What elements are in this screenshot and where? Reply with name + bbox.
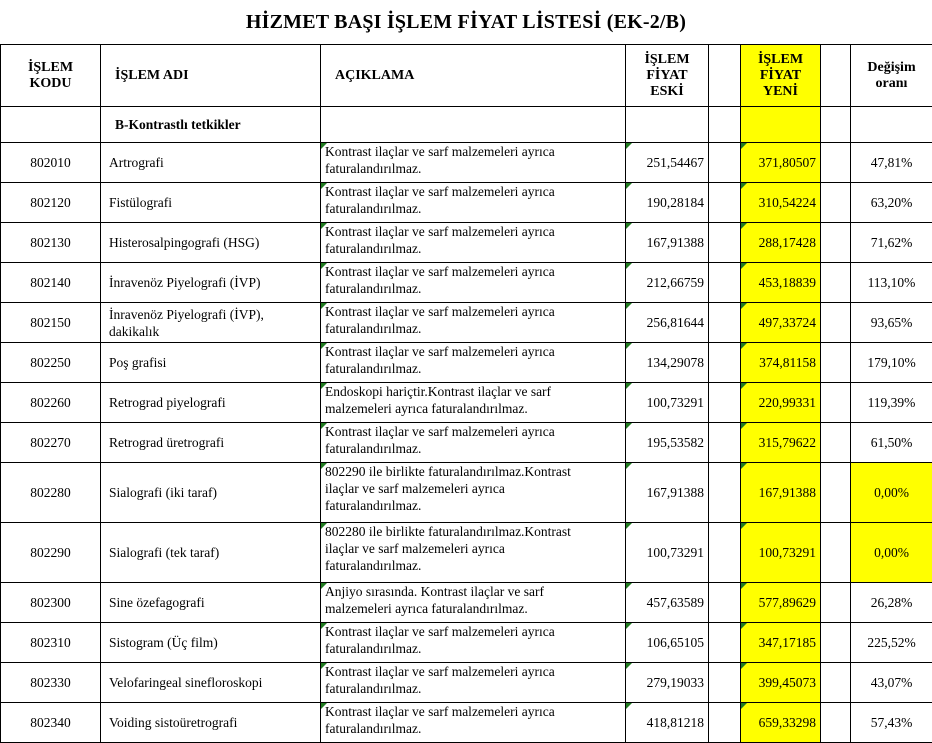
spacer-cell [709, 143, 741, 183]
kod-cell: 802280 [1, 463, 101, 523]
header-eski [626, 45, 709, 107]
yeni-cell: 497,33724 [741, 303, 821, 343]
table-row [1, 303, 932, 343]
spacer-cell [821, 463, 851, 523]
header-degisim-line: Değişim [851, 60, 932, 76]
aciklama-cell [321, 623, 626, 663]
yeni-cell: 100,73291 [741, 523, 821, 583]
header-eski-line: ESKİ [626, 84, 708, 100]
aciklama-cell [321, 143, 626, 183]
aciklama-line: Kontrast ilaçlar ve sarf malzemeleri ayrıca [325, 303, 619, 320]
aciklama-line: ilaçlar ve sarf malzemeleri ayrıca [325, 480, 619, 497]
section-spacer-cell [709, 107, 741, 143]
aciklama-line: 802290 ile birlikte faturalandırılmaz.Kontrast [325, 463, 619, 480]
table-row [1, 183, 932, 223]
eski-cell: 100,73291 [626, 383, 709, 423]
ad-cell [101, 143, 321, 183]
yeni-cell: 167,91388 [741, 463, 821, 523]
ad-line: Sialografi (iki taraf) [109, 484, 320, 501]
oran-cell: 225,52% [851, 623, 932, 663]
aciklama-cell [321, 423, 626, 463]
table-row [1, 343, 932, 383]
spacer-cell [709, 343, 741, 383]
aciklama-cell [321, 223, 626, 263]
aciklama-line: faturalandırılmaz. [325, 497, 619, 514]
table-row [1, 423, 932, 463]
kod-cell: 802140 [1, 263, 101, 303]
ad-cell [101, 463, 321, 523]
section-spacer-cell [821, 107, 851, 143]
spacer-cell [709, 583, 741, 623]
price-table [0, 44, 932, 743]
oran-cell: 47,81% [851, 143, 932, 183]
spacer-cell [709, 383, 741, 423]
ad-line: Retrograd piyelografi [109, 394, 320, 411]
section-yeni-cell [741, 107, 821, 143]
aciklama-line: faturalandırılmaz. [325, 240, 619, 257]
table-row [1, 703, 932, 743]
aciklama-cell [321, 343, 626, 383]
section-kod-cell [1, 107, 101, 143]
aciklama-cell [321, 663, 626, 703]
page-title: HİZMET BAŞI İŞLEM FİYAT LİSTESİ (EK-2/B) [0, 0, 932, 44]
oran-cell: 119,39% [851, 383, 932, 423]
ad-line: Retrograd üretrografi [109, 434, 320, 451]
ad-line: İnravenöz Piyelografi (İVP), [109, 306, 320, 323]
spacer-cell [709, 463, 741, 523]
oran-cell: 113,10% [851, 263, 932, 303]
aciklama-cell [321, 303, 626, 343]
header-yeni [741, 45, 821, 107]
aciklama-line: faturalandırılmaz. [325, 640, 619, 657]
spacer-cell [821, 583, 851, 623]
header-yeni-line: FİYAT [741, 68, 820, 84]
eski-cell: 167,91388 [626, 223, 709, 263]
ad-cell [101, 703, 321, 743]
aciklama-line: faturalandırılmaz. [325, 320, 619, 337]
section-oran-cell [851, 107, 932, 143]
aciklama-line: malzemeleri ayrıca faturalandırılmaz. [325, 400, 619, 417]
table-row [1, 223, 932, 263]
header-kod-line: İŞLEM [1, 60, 100, 76]
ad-cell [101, 523, 321, 583]
spacer-cell [821, 703, 851, 743]
ad-line: dakikalık [109, 323, 320, 340]
ad-cell [101, 263, 321, 303]
ad-cell [101, 343, 321, 383]
aciklama-line: Kontrast ilaçlar ve sarf malzemeleri ayrıca [325, 663, 619, 680]
aciklama-cell [321, 583, 626, 623]
ad-line: Poş grafisi [109, 354, 320, 371]
aciklama-line: Kontrast ilaçlar ve sarf malzemeleri ayrıca [325, 143, 619, 160]
kod-cell: 802120 [1, 183, 101, 223]
ad-line: Sistogram (Üç film) [109, 634, 320, 651]
yeni-cell: 220,99331 [741, 383, 821, 423]
spacer-cell [821, 423, 851, 463]
yeni-cell: 577,89629 [741, 583, 821, 623]
ad-cell [101, 423, 321, 463]
aciklama-line: malzemeleri ayrıca faturalandırılmaz. [325, 600, 619, 617]
header-degisim-line: oranı [851, 76, 932, 92]
aciklama-cell [321, 463, 626, 523]
header-degisim [851, 45, 932, 107]
spacer-cell [821, 143, 851, 183]
aciklama-line: Kontrast ilaçlar ve sarf malzemeleri ayrıca [325, 623, 619, 640]
aciklama-line: Kontrast ilaçlar ve sarf malzemeleri ayrıca [325, 223, 619, 240]
ad-cell [101, 223, 321, 263]
header-spacer [709, 45, 741, 107]
ad-line: Histerosalpingografi (HSG) [109, 234, 320, 251]
spacer-cell [709, 263, 741, 303]
header-eski-line: İŞLEM [626, 52, 708, 68]
kod-cell: 802330 [1, 663, 101, 703]
ad-line: Sialografi (tek taraf) [109, 544, 320, 561]
header-row [1, 45, 932, 107]
spacer-cell [821, 343, 851, 383]
header-aciklama: AÇIKLAMA [321, 45, 626, 107]
aciklama-line: Anjiyo sırasında. Kontrast ilaçlar ve sarf [325, 583, 619, 600]
spacer-cell [821, 303, 851, 343]
aciklama-line: faturalandırılmaz. [325, 160, 619, 177]
ad-cell [101, 303, 321, 343]
table-row [1, 263, 932, 303]
yeni-cell: 659,33298 [741, 703, 821, 743]
eski-cell: 212,66759 [626, 263, 709, 303]
eski-cell: 100,73291 [626, 523, 709, 583]
kod-cell: 802290 [1, 523, 101, 583]
oran-cell: 43,07% [851, 663, 932, 703]
spacer-cell [821, 623, 851, 663]
yeni-cell: 315,79622 [741, 423, 821, 463]
aciklama-line: Kontrast ilaçlar ve sarf malzemeleri ayrıca [325, 703, 619, 720]
section-aciklama-cell [321, 107, 626, 143]
kod-cell: 802250 [1, 343, 101, 383]
ad-line: İnravenöz Piyelografi (İVP) [109, 274, 320, 291]
header-spacer [821, 45, 851, 107]
kod-cell: 802260 [1, 383, 101, 423]
spacer-cell [709, 303, 741, 343]
eski-cell: 167,91388 [626, 463, 709, 523]
spacer-cell [709, 223, 741, 263]
aciklama-line: faturalandırılmaz. [325, 360, 619, 377]
table-row [1, 523, 932, 583]
table-row [1, 663, 932, 703]
eski-cell: 106,65105 [626, 623, 709, 663]
table-row [1, 463, 932, 523]
aciklama-line: faturalandırılmaz. [325, 557, 619, 574]
spacer-cell [821, 663, 851, 703]
kod-cell: 802270 [1, 423, 101, 463]
aciklama-line: faturalandırılmaz. [325, 720, 619, 737]
yeni-cell: 453,18839 [741, 263, 821, 303]
ad-line: Fistülografi [109, 194, 320, 211]
aciklama-cell [321, 263, 626, 303]
eski-cell: 195,53582 [626, 423, 709, 463]
spacer-cell [821, 263, 851, 303]
eski-cell: 457,63589 [626, 583, 709, 623]
kod-cell: 802150 [1, 303, 101, 343]
ad-cell [101, 623, 321, 663]
ad-line: Velofaringeal sinefloroskopi [109, 674, 320, 691]
eski-cell: 190,28184 [626, 183, 709, 223]
oran-cell: 179,10% [851, 343, 932, 383]
eski-cell: 251,54467 [626, 143, 709, 183]
aciklama-cell [321, 183, 626, 223]
oran-cell: 71,62% [851, 223, 932, 263]
table-row [1, 383, 932, 423]
section-eski-cell [626, 107, 709, 143]
header-ad: İŞLEM ADI [101, 45, 321, 107]
spacer-cell [709, 703, 741, 743]
spacer-cell [709, 663, 741, 703]
ad-line: Voiding sistoüretrografi [109, 714, 320, 731]
table-row [1, 143, 932, 183]
ad-cell [101, 383, 321, 423]
table-row [1, 623, 932, 663]
kod-cell: 802310 [1, 623, 101, 663]
header-eski-line: FİYAT [626, 68, 708, 84]
aciklama-line: Endoskopi hariçtir.Kontrast ilaçlar ve sarf [325, 383, 619, 400]
oran-cell: 93,65% [851, 303, 932, 343]
section-label: B-Kontrastlı tetkikler [101, 107, 321, 143]
yeni-cell: 310,54224 [741, 183, 821, 223]
header-yeni-line: İŞLEM [741, 52, 820, 68]
aciklama-cell [321, 523, 626, 583]
oran-cell: 61,50% [851, 423, 932, 463]
aciklama-line: faturalandırılmaz. [325, 680, 619, 697]
oran-cell: 0,00% [851, 463, 932, 523]
yeni-cell: 374,81158 [741, 343, 821, 383]
aciklama-line: Kontrast ilaçlar ve sarf malzemeleri ayrıca [325, 263, 619, 280]
yeni-cell: 399,45073 [741, 663, 821, 703]
header-kod [1, 45, 101, 107]
eski-cell: 134,29078 [626, 343, 709, 383]
spacer-cell [709, 523, 741, 583]
spacer-cell [821, 183, 851, 223]
oran-cell: 57,43% [851, 703, 932, 743]
kod-cell: 802340 [1, 703, 101, 743]
aciklama-line: faturalandırılmaz. [325, 440, 619, 457]
header-yeni-line: YENİ [741, 84, 820, 100]
aciklama-line: Kontrast ilaçlar ve sarf malzemeleri ayrıca [325, 423, 619, 440]
kod-cell: 802300 [1, 583, 101, 623]
eski-cell: 279,19033 [626, 663, 709, 703]
kod-cell: 802010 [1, 143, 101, 183]
aciklama-cell [321, 383, 626, 423]
ad-cell [101, 663, 321, 703]
aciklama-line: faturalandırılmaz. [325, 280, 619, 297]
oran-cell: 0,00% [851, 523, 932, 583]
kod-cell: 802130 [1, 223, 101, 263]
eski-cell: 256,81644 [626, 303, 709, 343]
eski-cell: 418,81218 [626, 703, 709, 743]
spacer-cell [821, 523, 851, 583]
oran-cell: 63,20% [851, 183, 932, 223]
spacer-cell [709, 623, 741, 663]
yeni-cell: 371,80507 [741, 143, 821, 183]
spacer-cell [709, 183, 741, 223]
aciklama-line: Kontrast ilaçlar ve sarf malzemeleri ayrıca [325, 183, 619, 200]
header-kod-line: KODU [1, 76, 100, 92]
yeni-cell: 288,17428 [741, 223, 821, 263]
aciklama-cell [321, 703, 626, 743]
spacer-cell [821, 223, 851, 263]
ad-cell [101, 183, 321, 223]
section-row [1, 107, 932, 143]
ad-line: Artrografi [109, 154, 320, 171]
ad-cell [101, 583, 321, 623]
aciklama-line: Kontrast ilaçlar ve sarf malzemeleri ayrıca [325, 343, 619, 360]
aciklama-line: 802280 ile birlikte faturalandırılmaz.Kontrast [325, 523, 619, 540]
oran-cell: 26,28% [851, 583, 932, 623]
spacer-cell [821, 383, 851, 423]
table-row [1, 583, 932, 623]
yeni-cell: 347,17185 [741, 623, 821, 663]
ad-line: Sine özefagografi [109, 594, 320, 611]
spacer-cell [709, 423, 741, 463]
aciklama-line: ilaçlar ve sarf malzemeleri ayrıca [325, 540, 619, 557]
aciklama-line: faturalandırılmaz. [325, 200, 619, 217]
